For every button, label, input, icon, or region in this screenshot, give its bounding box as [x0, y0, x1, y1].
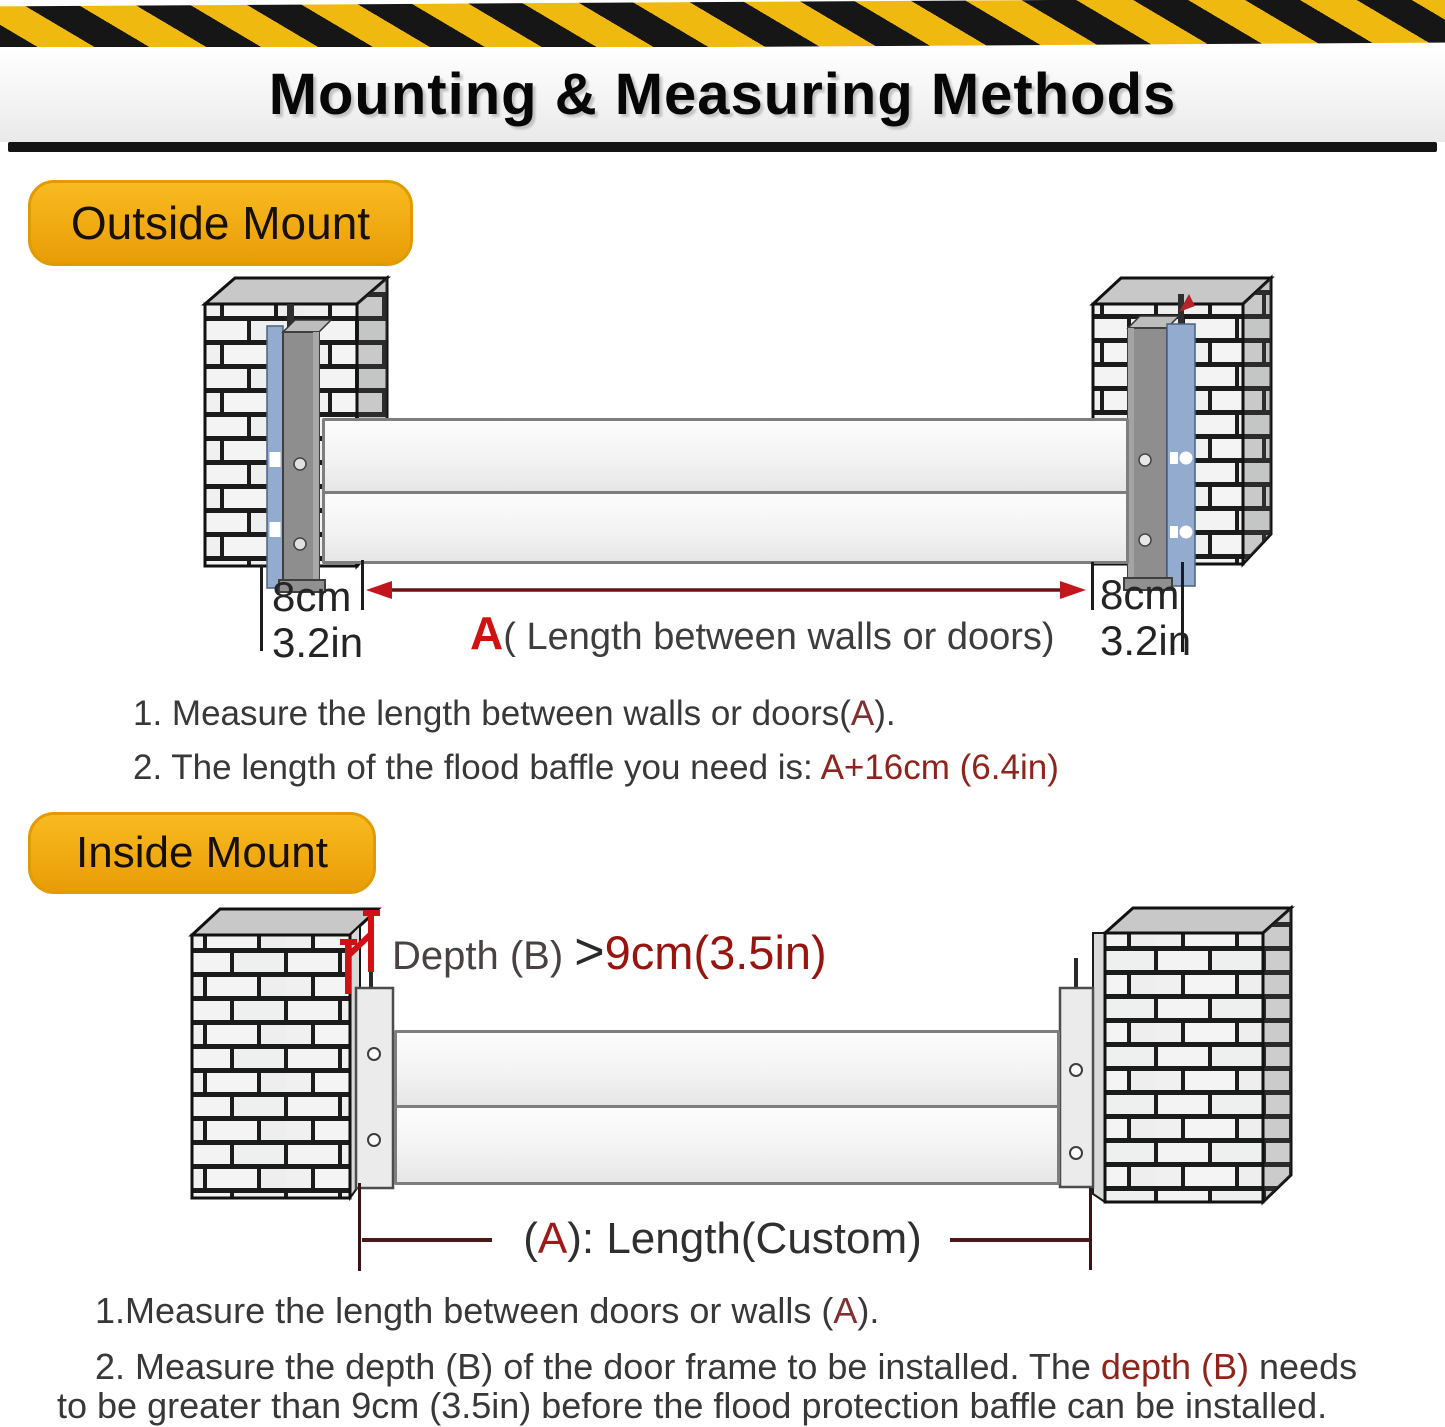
step-text: ).	[857, 1290, 880, 1331]
outside-mount-badge-label: Outside Mount	[70, 197, 371, 249]
depth-value: 9cm(3.5in)	[604, 926, 827, 979]
header-divider	[8, 142, 1437, 152]
outside-mount-diagram	[0, 268, 1445, 693]
pillar-front-face	[1105, 933, 1263, 1202]
inside-mount-diagram	[0, 900, 1445, 1295]
dim-cm: 8cm	[272, 573, 352, 620]
mounting-bracket	[356, 988, 393, 1188]
step-a: A	[850, 694, 875, 733]
flood-barrier	[322, 418, 1129, 564]
flood-barrier-panel-top	[394, 1030, 1060, 1108]
outside-mount-badge	[28, 180, 413, 266]
label-pre: (	[523, 1214, 538, 1263]
dim-line	[362, 1238, 492, 1242]
depth-name: Depth (B)	[392, 934, 575, 978]
flood-barrier	[394, 1030, 1060, 1185]
screw-hole	[368, 1048, 380, 1060]
channel-slot	[270, 452, 281, 467]
greater-than-symbol: >	[574, 923, 605, 981]
flood-barrier-panel-bottom	[394, 1105, 1060, 1185]
dim-tick	[260, 565, 263, 651]
screw-hole	[294, 538, 306, 550]
screw-hole	[1070, 1147, 1082, 1159]
outside-step-2	[133, 748, 1059, 788]
inside-mount-badge-label: Inside Mount	[76, 828, 328, 877]
pillar-corner-edge	[1093, 933, 1105, 1202]
inside-step-2-line-1	[95, 1346, 1357, 1388]
dim-in: 3.2in	[272, 619, 364, 666]
step-highlight: depth (B)	[1100, 1346, 1249, 1387]
dim-tick	[1089, 1188, 1092, 1270]
screw-hole	[1070, 1064, 1082, 1076]
screw-hole	[368, 1134, 380, 1146]
dim-line	[950, 1238, 1090, 1242]
pillar-side-shade	[1263, 908, 1291, 1202]
step-text: 1. Measure the length between walls or doors(	[133, 694, 851, 733]
step-text: 2. Measure the depth (B) of the door frame to be installed. The	[95, 1346, 1101, 1387]
label-post: ): Length(Custom)	[567, 1214, 922, 1263]
caution-stripes-banner	[0, 0, 1445, 51]
step-text: 1.Measure the length between doors or walls (	[95, 1290, 834, 1331]
inside-right-brick-pillar	[1048, 900, 1300, 1295]
dim-cm: 8cm	[1100, 571, 1180, 618]
pillar-side-shade	[1243, 278, 1271, 564]
length-a-label	[470, 606, 1055, 660]
left-offset-dimension	[272, 573, 364, 666]
channel-slot	[1170, 526, 1178, 538]
inside-left-brick-pillar	[178, 902, 396, 1282]
custom-length-label	[495, 1214, 950, 1264]
screw-hole	[294, 458, 306, 470]
outside-step-1	[133, 694, 896, 734]
dim-in: 3.2in	[1100, 617, 1192, 664]
page-title: Mounting & Measuring Methods	[268, 62, 1177, 127]
anchor-bolt	[1074, 958, 1078, 988]
step-highlight: A+16cm (6.4in)	[820, 748, 1059, 787]
step-a: A	[833, 1290, 858, 1331]
inside-mount-badge	[28, 812, 376, 894]
screw-hole	[1139, 454, 1151, 466]
dim-tick	[1091, 562, 1094, 610]
right-offset-dimension	[1100, 571, 1192, 664]
length-a-symbol: A	[470, 607, 504, 659]
length-arrow-icon	[362, 576, 1090, 604]
pillar-front-face	[192, 935, 350, 1198]
bracket-edge-highlight	[313, 332, 319, 586]
length-a-symbol: A	[537, 1214, 568, 1263]
flood-barrier-panel-top	[322, 418, 1129, 494]
step-text: 2. The length of the flood baffle you need is:	[133, 748, 821, 787]
flood-barrier-panel-bottom	[322, 491, 1129, 564]
channel-slot	[1170, 452, 1178, 464]
channel-dot	[1180, 526, 1193, 539]
channel-slot	[270, 522, 281, 537]
step-text: needs	[1249, 1346, 1358, 1387]
screw-hole	[1139, 534, 1151, 546]
title-band	[0, 47, 1445, 142]
inside-step-1	[95, 1290, 879, 1332]
step-text: to be greater than 9cm (3.5in) before the flood protection baffle can be installed.	[57, 1385, 1328, 1426]
dim-tick	[358, 1183, 361, 1271]
pillar-top-face	[1105, 908, 1291, 933]
pillar-top-face	[192, 909, 378, 935]
channel-dot	[1180, 452, 1193, 465]
depth-requirement-label	[392, 922, 827, 982]
length-a-text: ( Length between walls or doors)	[503, 616, 1055, 658]
step-text: ).	[874, 694, 896, 733]
